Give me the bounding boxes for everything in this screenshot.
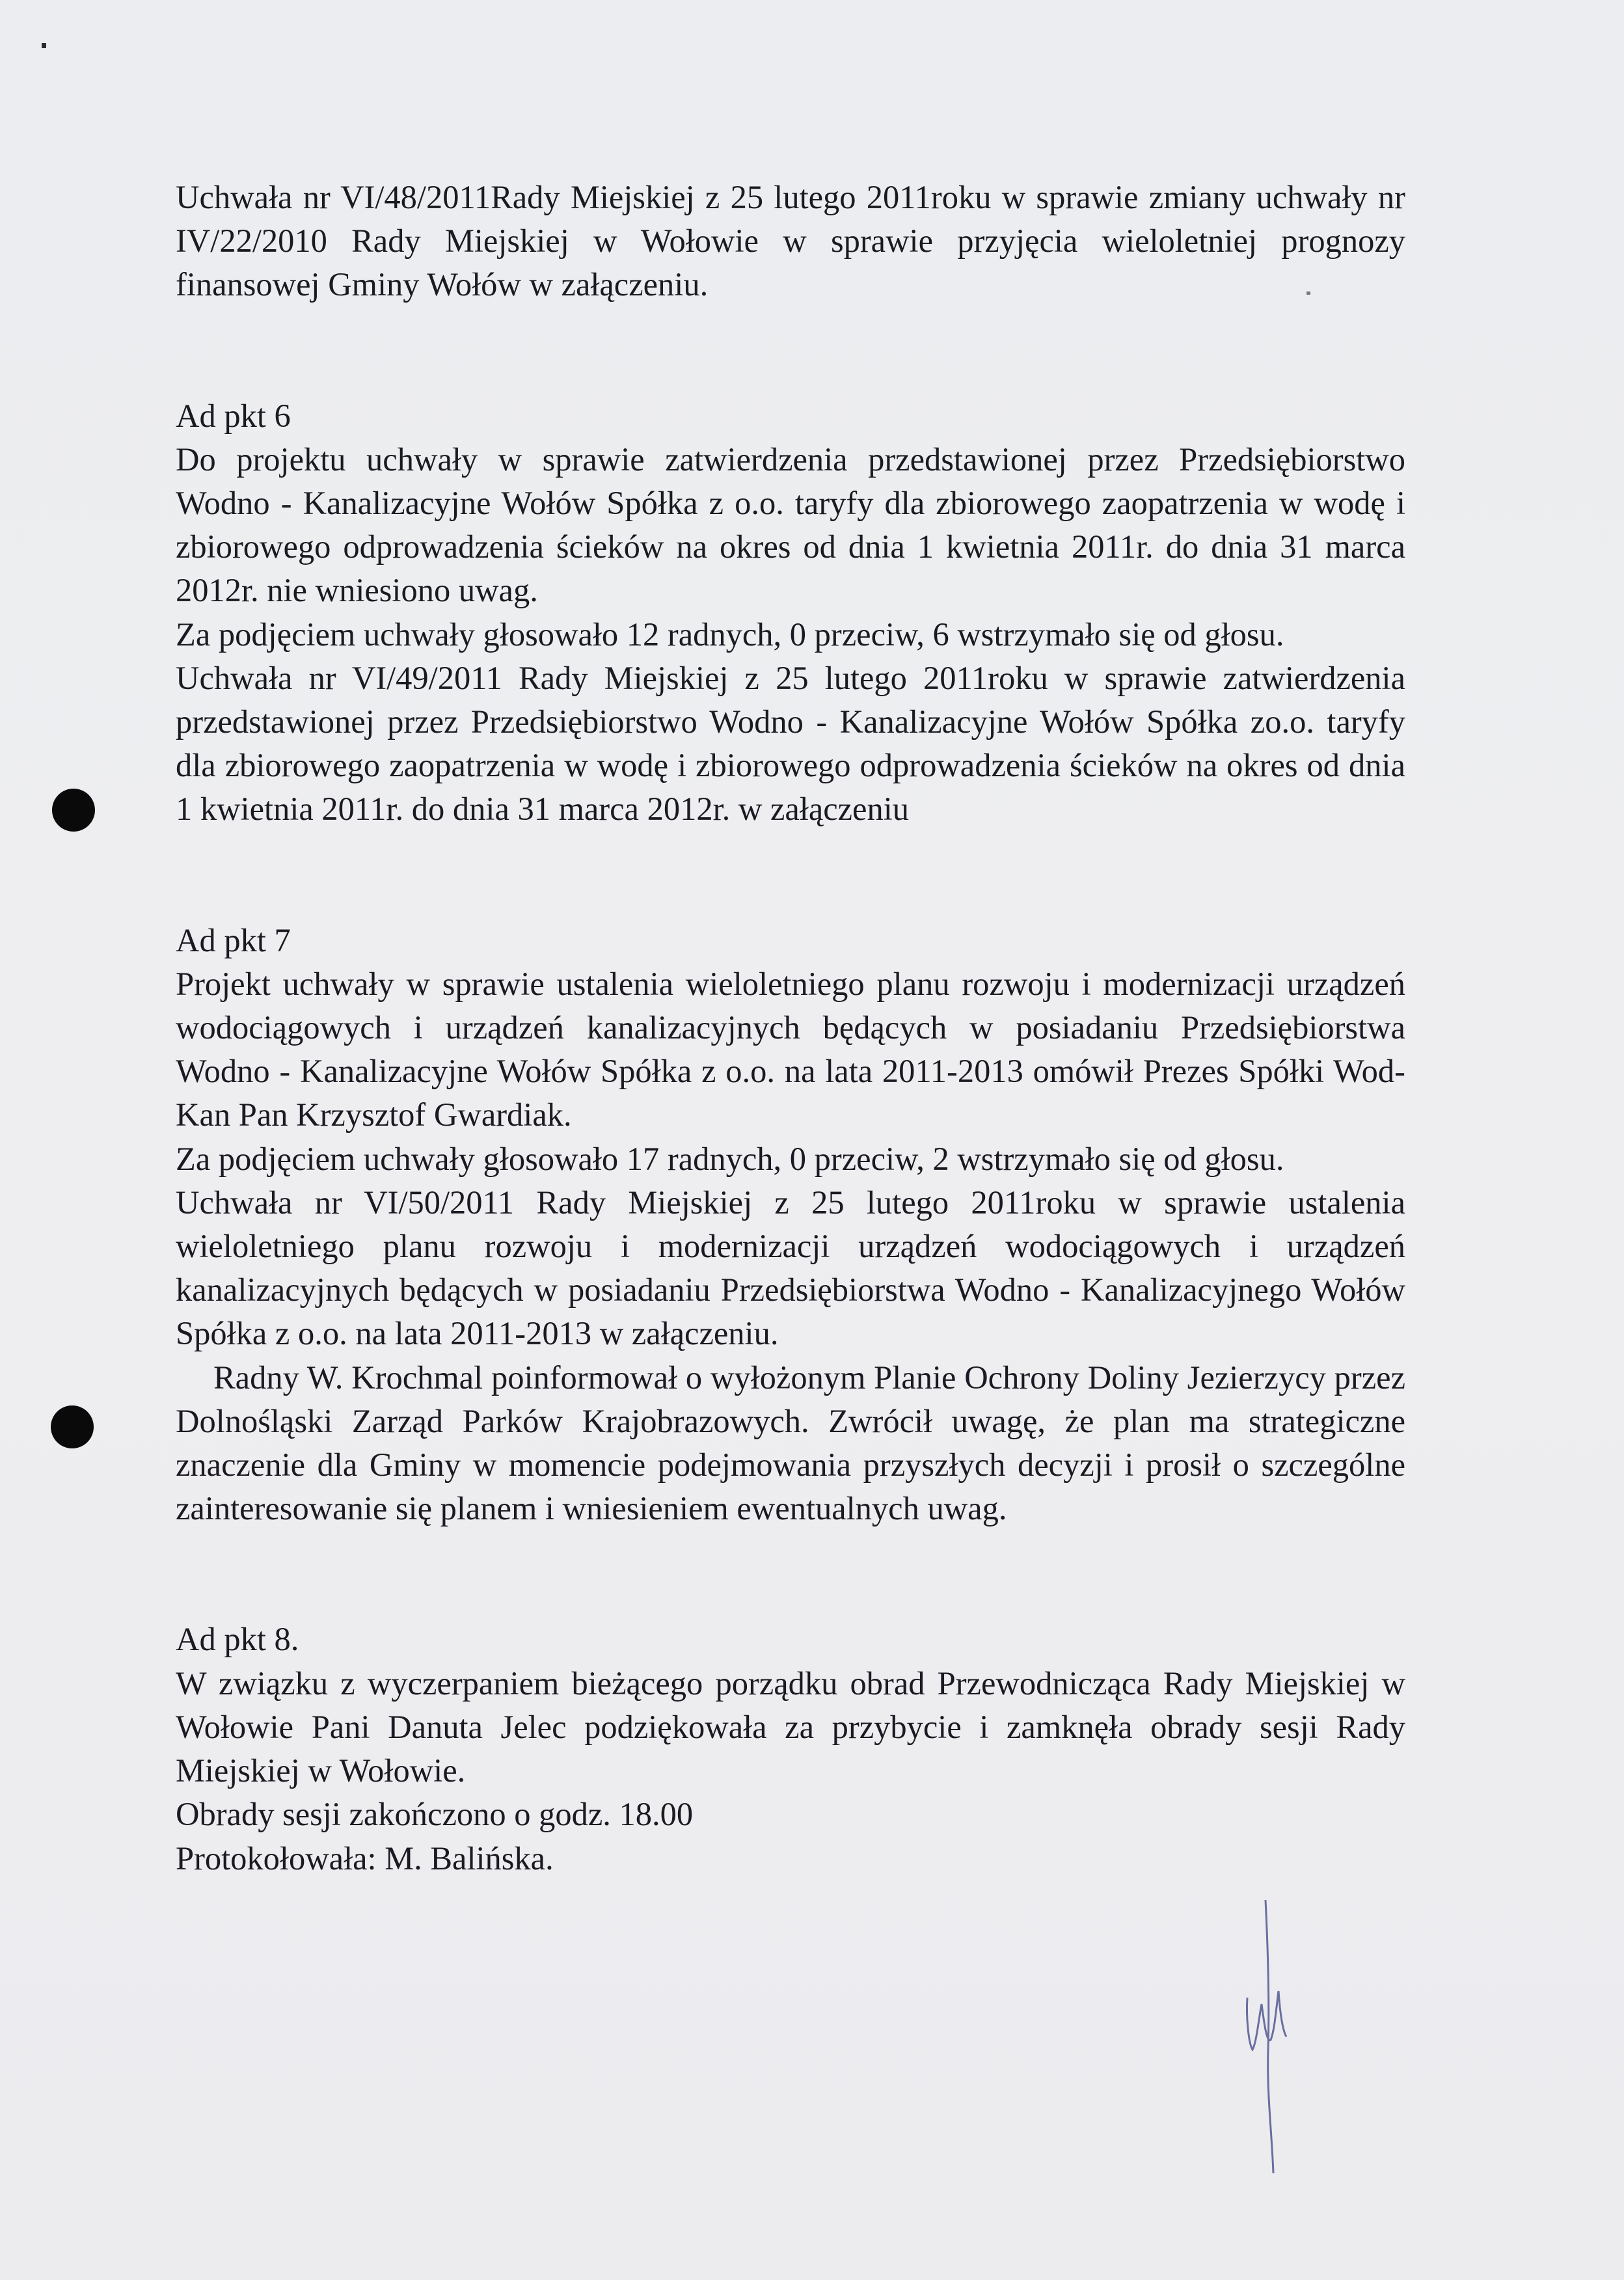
punch-hole-top	[52, 789, 95, 832]
paragraph-pkt8-time: Obrady sesji zakończono o godz. 18.00	[176, 1796, 694, 1833]
section-gap	[176, 832, 1405, 919]
paragraph-pkt7-project: Projekt uchwały w sprawie ustalenia wieloletniego planu rozwoju i modernizacji urządzeń wodociągowych i urządzeń kanalizacyjnych będących w posiadaniu Przedsiębiorstwa Wodno - Kanalizacyjne Wołów Spółka z o.o. na lata 2011-2013 omówił Prezes Spółki Wod- Kan Pan Krzysztof Gwardiak.	[176, 965, 1405, 1133]
intro-paragraph: Uchwała nr VI/48/2011Rady Miejskiej z 25 lutego 2011roku w sprawie zmiany uchwały nr IV/22/2010 Rady Miejskiej w Wołowie w sprawie przyjęcia wieloletniej prognozy finansowej Gminy Wołów w załączeniu.	[176, 179, 1405, 303]
punch-hole-bottom	[51, 1405, 94, 1448]
paragraph-pkt6-resolution: Uchwała nr VI/49/2011 Rady Miejskiej z 25 lutego 2011roku w sprawie zatwierdzenia przedstawionej przez Przedsiębiorstwo Wodno - Kanalizacyjne Wołów Spółka zo.o. taryfy dla zbiorowego zaopatrzenia w wodę i zbiorowego odprowadzenia ścieków na okres od dnia 1 kwietnia 2011r. do dnia 31 marca 2012r. w załączeniu	[176, 659, 1405, 828]
section-heading-ad-pkt-6: Ad pkt 6	[176, 397, 291, 434]
paragraph-pkt6-vote: Za podjęciem uchwały głosowało 12 radnych, 0 przeciw, 6 wstrzymało się od głosu.	[176, 616, 1284, 653]
paragraph-pkt8-minutes-taker: Protokołowała: M. Balińska.	[176, 1839, 554, 1877]
scan-speck	[42, 43, 46, 48]
paragraph-pkt7-resolution: Uchwała nr VI/50/2011 Rady Miejskiej z 25 lutego 2011roku w sprawie ustalenia wieloletniego planu rozwoju i modernizacji urządzeń wodociągowych i urządzeń kanalizacyjnych będących w posiadaniu Przedsiębiorstwa Wodno - Kanalizacyjnego Wołów Spółka z o.o. na lata 2011-2013 w załączeniu.	[176, 1184, 1405, 1352]
paragraph-pkt7-vote: Za podjęciem uchwały głosowało 17 radnych, 0 przeciw, 2 wstrzymało się od głosu.	[176, 1140, 1284, 1177]
section-gap	[176, 1530, 1405, 1618]
paragraph-pkt6-comments: Do projektu uchwały w sprawie zatwierdzenia przedstawionej przez Przedsiębiorstwo Wodno - Kanalizacyjne Wołów Spółka z o.o. taryfy dla zbiorowego zaopatrzenia w wodę i zbiorowego odprowadzenia ścieków na okres od dnia 1 kwietnia 2011r. do dnia 31 marca 2012r. nie wniesiono uwag.	[176, 441, 1405, 609]
section-gap	[176, 307, 1405, 394]
paragraph-pkt8-closing: W związku z wyczerpaniem bieżącego porządku obrad Przewodnicząca Rady Miejskiej w Wołowie Pani Danuta Jelec podziękowała za przybycie i zamknęła obrady sesji Rady Miejskiej w Wołowie.	[176, 1664, 1405, 1789]
handwritten-signature	[1239, 1900, 1318, 2173]
section-heading-ad-pkt-8: Ad pkt 8.	[176, 1621, 299, 1658]
document-body	[176, 176, 1405, 1880]
section-heading-ad-pkt-7: Ad pkt 7	[176, 921, 291, 958]
paragraph-pkt7-krochmal: Radny W. Krochmal poinformował o wyłożonym Planie Ochrony Doliny Jezierzycy przez Dolnośląski Zarząd Parków Krajobrazowych. Zwrócił uwagę, że plan ma strategiczne znaczenie dla Gminy w momencie podejmowania przyszłych decyzji i prosił o szczególne zainteresowanie się planem i wniesieniem ewentualnych uwag.	[176, 1359, 1405, 1527]
